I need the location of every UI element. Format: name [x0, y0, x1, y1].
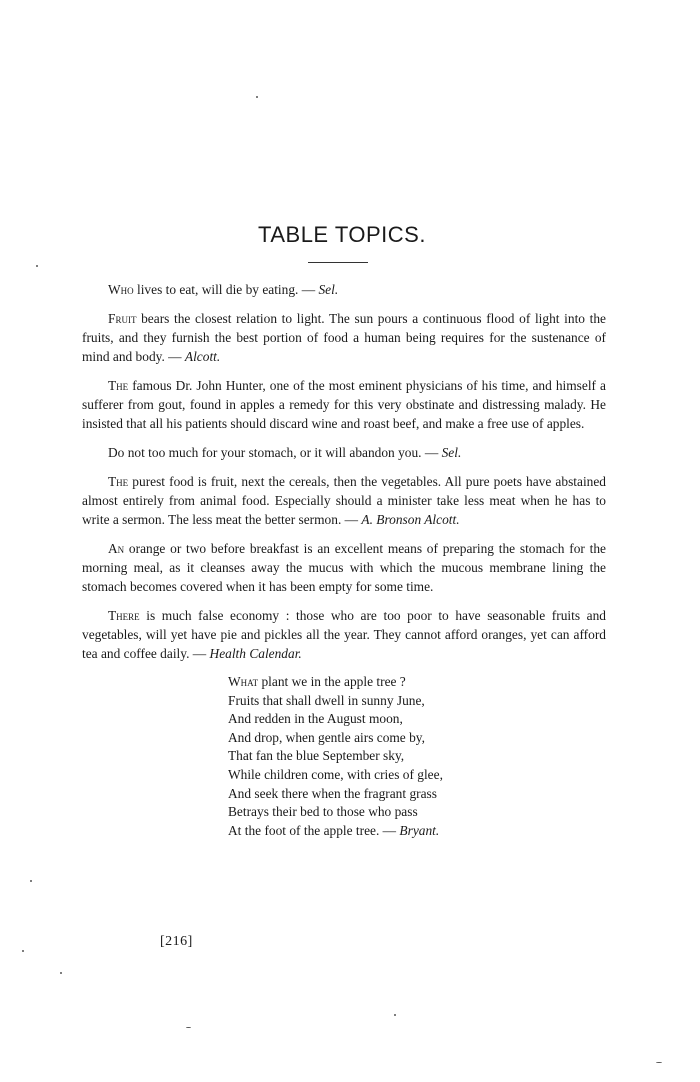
scan-speck	[656, 1062, 662, 1063]
paragraph	[82, 280, 606, 299]
attribution: Sel.	[318, 282, 339, 297]
attribution: Alcott.	[184, 349, 221, 364]
paragraph	[82, 376, 606, 433]
attribution: A. Bronson Alcott.	[361, 512, 460, 527]
scan-speck	[22, 950, 24, 952]
poem-line: While children come, with cries of glee,	[228, 766, 443, 782]
scan-speck	[60, 972, 62, 974]
article-body	[82, 280, 606, 840]
lead-word: The	[108, 378, 129, 393]
paragraph	[82, 309, 606, 366]
poem-line: And redden in the August moon,	[228, 711, 403, 727]
poem	[228, 673, 606, 840]
lead-word: The	[108, 474, 129, 489]
paragraph-text: Do not too much for your stomach, or it will abandon you. —	[108, 445, 442, 460]
page-title: TABLE TOPICS.	[258, 222, 426, 247]
scan-speck	[36, 265, 38, 267]
lead-word: Fruit	[108, 311, 137, 326]
scan-speck	[186, 1027, 191, 1028]
paragraph-text: is much false economy : those who are too poor to have seasonable fruits and vegetables, will yet have pie and pickles all the year. They cannot afford oranges, yet can afford tea and coffee daily. —	[82, 608, 606, 661]
paragraph	[82, 539, 606, 596]
scan-speck	[256, 96, 258, 98]
paragraph-text: lives to eat, will die by eating. —	[133, 282, 319, 297]
paragraph-text: famous Dr. John Hunter, one of the most eminent physicians of his time, and himself a sufferer from gout, found in apples a remedy for this very obstinate and distressing malady. He insisted that all his patients should discard wine and roast beef, and make a free use of apples.	[82, 378, 606, 431]
page-number: [216]	[160, 934, 193, 949]
paragraph-text: bears the closest relation to light. The sun pours a continuous flood of light into the fruits, and they furnish the best portion of food a human being requires for the sustenance of mind and body. —	[82, 311, 606, 364]
lead-word: An	[108, 541, 125, 556]
attribution: Bryant.	[399, 822, 440, 838]
poem-line: Betrays their bed to those who pass	[228, 804, 418, 820]
scan-speck	[394, 1014, 396, 1016]
poem-line: Fruits that shall dwell in sunny June,	[228, 692, 425, 708]
paragraph	[82, 443, 606, 462]
poem-line: What plant we in the apple tree ?	[228, 674, 406, 689]
paragraph-text: purest food is fruit, next the cereals, then the vegetables. All pure poets have abstained almost entirely from animal food. Especially should a minister take less meat when he has to write a sermon. The less meat the better sermon. —	[82, 474, 606, 527]
poem-line: That fan the blue September sky,	[228, 748, 405, 764]
attribution: Health Calendar.	[209, 646, 302, 661]
title-rule	[308, 262, 368, 263]
paragraph	[82, 472, 606, 529]
poem-line: And drop, when gentle airs come by,	[228, 729, 425, 745]
paragraph-text: orange or two before breakfast is an excellent means of preparing the stomach for the morning meal, as it cleanses away the mucus with which the mucous membrane lining the stomach becomes covered when it has been empty for some time.	[82, 541, 606, 594]
lead-word: What	[228, 674, 259, 689]
poem-line: And seek there when the fragrant grass	[228, 785, 437, 801]
lead-word: Who	[108, 282, 134, 297]
poem-line: At the foot of the apple tree. — Bryant.	[228, 822, 440, 838]
scan-speck	[30, 880, 32, 882]
attribution: Sel.	[441, 445, 462, 460]
lead-word: There	[108, 608, 140, 623]
paragraph	[82, 606, 606, 663]
